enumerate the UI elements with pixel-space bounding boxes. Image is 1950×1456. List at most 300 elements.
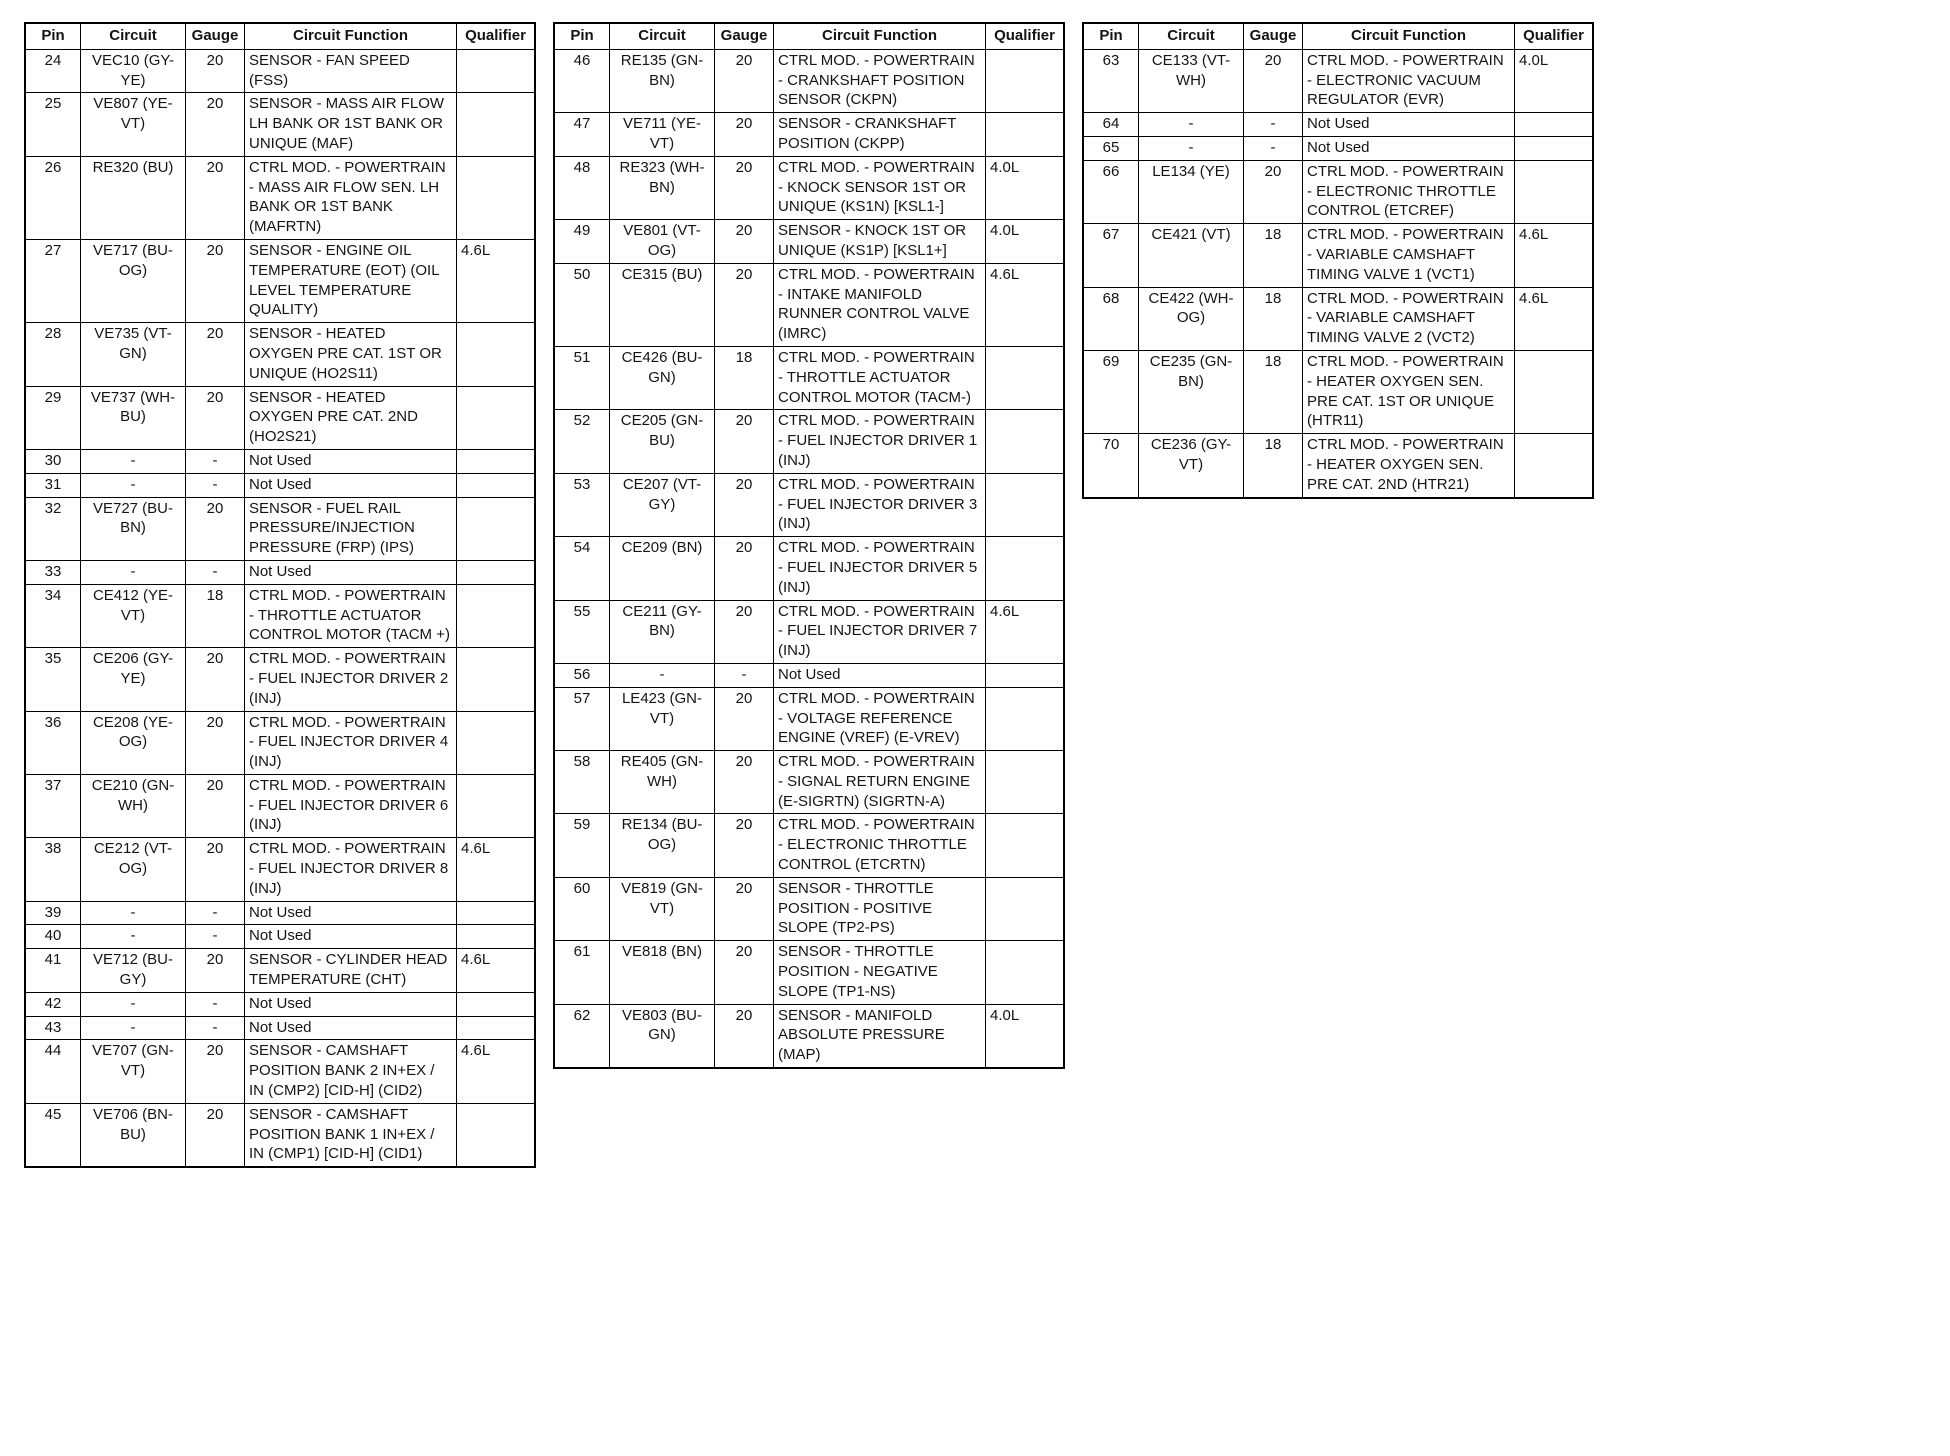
gauge-cell: 20	[715, 49, 774, 112]
pinout-table-pins-46-62	[553, 22, 1065, 1069]
qualifier-cell	[457, 386, 536, 449]
circuit-cell: CE212 (VT-OG)	[81, 838, 186, 901]
pin-cell: 57	[554, 687, 610, 750]
pin-cell: 51	[554, 346, 610, 409]
gauge-cell: -	[186, 449, 245, 473]
gauge-cell: -	[186, 1016, 245, 1040]
circuit-function-cell: CTRL MOD. - POWERTRAIN - ELECTRONIC VACUUM REGULATOR (EVR)	[1303, 49, 1515, 112]
pin-cell: 26	[25, 156, 81, 239]
pin-cell: 59	[554, 814, 610, 877]
pin-row-27	[25, 239, 535, 322]
circuit-function-cell: Not Used	[245, 925, 457, 949]
qualifier-cell	[1515, 350, 1594, 433]
pin-cell: 46	[554, 49, 610, 112]
circuit-cell: CE421 (VT)	[1139, 224, 1244, 287]
gauge-cell: 20	[715, 687, 774, 750]
pin-cell: 68	[1083, 287, 1139, 350]
qualifier-cell	[986, 751, 1065, 814]
gauge-cell: 20	[1244, 49, 1303, 112]
pin-row-50	[554, 263, 1064, 346]
qualifier-cell: 4.6L	[1515, 224, 1594, 287]
pin-cell: 32	[25, 497, 81, 560]
gauge-cell: 20	[186, 239, 245, 322]
pin-row-51	[554, 346, 1064, 409]
circuit-function-cell: SENSOR - FUEL RAIL PRESSURE/INJECTION PRESSURE (FRP) (IPS)	[245, 497, 457, 560]
circuit-function-cell: SENSOR - CAMSHAFT POSITION BANK 1 IN+EX / IN (CMP1) [CID-H] (CID1)	[245, 1103, 457, 1167]
circuit-cell: VE717 (BU-OG)	[81, 239, 186, 322]
qualifier-cell	[986, 663, 1065, 687]
circuit-function-cell: SENSOR - CYLINDER HEAD TEMPERATURE (CHT)	[245, 949, 457, 993]
gauge-cell: 20	[186, 711, 245, 774]
circuit-function-cell: Not Used	[245, 560, 457, 584]
circuit-function-cell: Not Used	[1303, 136, 1515, 160]
circuit-function-cell: CTRL MOD. - POWERTRAIN - HEATER OXYGEN SEN. PRE CAT. 1ST OR UNIQUE (HTR11)	[1303, 350, 1515, 433]
qualifier-cell	[457, 323, 536, 386]
circuit-cell: -	[81, 901, 186, 925]
pin-row-56	[554, 663, 1064, 687]
circuit-function-cell: CTRL MOD. - POWERTRAIN - KNOCK SENSOR 1ST OR UNIQUE (KS1N) [KSL1-]	[774, 156, 986, 219]
pin-row-48	[554, 156, 1064, 219]
pin-row-70	[1083, 434, 1593, 498]
pin-cell: 43	[25, 1016, 81, 1040]
pin-row-42	[25, 992, 535, 1016]
circuit-cell: -	[81, 1016, 186, 1040]
qualifier-cell: 4.6L	[457, 1040, 536, 1103]
qualifier-cell	[986, 346, 1065, 409]
circuit-function-cell: CTRL MOD. - POWERTRAIN - VARIABLE CAMSHAFT TIMING VALVE 2 (VCT2)	[1303, 287, 1515, 350]
gauge-cell: 20	[715, 220, 774, 264]
gauge-cell: -	[1244, 136, 1303, 160]
pin-row-45	[25, 1103, 535, 1167]
circuit-function-cell: CTRL MOD. - POWERTRAIN - FUEL INJECTOR DRIVER 5 (INJ)	[774, 537, 986, 600]
circuit-function-cell: SENSOR - HEATED OXYGEN PRE CAT. 1ST OR UNIQUE (HO2S11)	[245, 323, 457, 386]
circuit-cell: CE206 (GY-YE)	[81, 648, 186, 711]
circuit-function-cell: SENSOR - CRANKSHAFT POSITION (CKPP)	[774, 113, 986, 157]
pin-row-63	[1083, 49, 1593, 112]
pin-cell: 50	[554, 263, 610, 346]
circuit-cell: RE135 (GN-BN)	[610, 49, 715, 112]
qualifier-cell	[986, 877, 1065, 940]
circuit-function-cell: CTRL MOD. - POWERTRAIN - FUEL INJECTOR DRIVER 6 (INJ)	[245, 774, 457, 837]
circuit-cell: RE320 (BU)	[81, 156, 186, 239]
gauge-cell: -	[186, 901, 245, 925]
pin-row-28	[25, 323, 535, 386]
circuit-cell: VE735 (VT-GN)	[81, 323, 186, 386]
gauge-cell: 20	[715, 537, 774, 600]
pin-cell: 38	[25, 838, 81, 901]
circuit-cell: VE801 (VT-OG)	[610, 220, 715, 264]
column-header-circuit-function: Circuit Function	[245, 23, 457, 49]
gauge-cell: 20	[186, 648, 245, 711]
gauge-cell: 18	[1244, 287, 1303, 350]
gauge-cell: 20	[715, 1004, 774, 1068]
qualifier-cell	[457, 711, 536, 774]
column-header-gauge: Gauge	[1244, 23, 1303, 49]
circuit-cell: -	[81, 449, 186, 473]
gauge-cell: 18	[1244, 434, 1303, 498]
gauge-cell: 20	[186, 156, 245, 239]
pin-cell: 66	[1083, 160, 1139, 223]
qualifier-cell: 4.6L	[986, 263, 1065, 346]
pin-row-36	[25, 711, 535, 774]
pin-cell: 37	[25, 774, 81, 837]
qualifier-cell	[457, 49, 536, 93]
qualifier-cell	[457, 901, 536, 925]
column-header-gauge: Gauge	[186, 23, 245, 49]
column-header-circuit: Circuit	[1139, 23, 1244, 49]
circuit-function-cell: Not Used	[1303, 113, 1515, 137]
pin-row-46	[554, 49, 1064, 112]
circuit-cell: VE712 (BU-GY)	[81, 949, 186, 993]
pin-cell: 70	[1083, 434, 1139, 498]
gauge-cell: -	[186, 992, 245, 1016]
qualifier-cell: 4.6L	[457, 239, 536, 322]
pin-row-30	[25, 449, 535, 473]
qualifier-cell	[457, 584, 536, 647]
gauge-cell: 20	[715, 263, 774, 346]
circuit-cell: VE727 (BU-BN)	[81, 497, 186, 560]
pin-cell: 30	[25, 449, 81, 473]
gauge-cell: 20	[186, 1040, 245, 1103]
pin-row-37	[25, 774, 535, 837]
circuit-cell: -	[81, 473, 186, 497]
circuit-cell: VEC10 (GY-YE)	[81, 49, 186, 93]
gauge-cell: 18	[715, 346, 774, 409]
circuit-cell: -	[610, 663, 715, 687]
column-header-circuit-function: Circuit Function	[774, 23, 986, 49]
circuit-function-cell: CTRL MOD. - POWERTRAIN - FUEL INJECTOR DRIVER 3 (INJ)	[774, 473, 986, 536]
pin-cell: 61	[554, 941, 610, 1004]
circuit-function-cell: CTRL MOD. - POWERTRAIN - MASS AIR FLOW SEN. LH BANK OR 1ST BANK (MAFRTN)	[245, 156, 457, 239]
pin-row-35	[25, 648, 535, 711]
qualifier-cell: 4.6L	[986, 600, 1065, 663]
pin-cell: 33	[25, 560, 81, 584]
column-header-circuit-function: Circuit Function	[1303, 23, 1515, 49]
qualifier-cell	[986, 814, 1065, 877]
gauge-cell: 20	[715, 941, 774, 1004]
circuit-function-cell: CTRL MOD. - POWERTRAIN - FUEL INJECTOR DRIVER 1 (INJ)	[774, 410, 986, 473]
column-header-circuit: Circuit	[610, 23, 715, 49]
circuit-cell: -	[81, 560, 186, 584]
pin-row-44	[25, 1040, 535, 1103]
pin-cell: 39	[25, 901, 81, 925]
pin-row-64	[1083, 113, 1593, 137]
qualifier-cell: 4.6L	[1515, 287, 1594, 350]
circuit-cell: LE134 (YE)	[1139, 160, 1244, 223]
qualifier-cell	[457, 560, 536, 584]
pin-row-52	[554, 410, 1064, 473]
pin-row-31	[25, 473, 535, 497]
pin-row-67	[1083, 224, 1593, 287]
qualifier-cell	[986, 687, 1065, 750]
circuit-function-cell: CTRL MOD. - POWERTRAIN - SIGNAL RETURN ENGINE (E-SIGRTN) (SIGRTN-A)	[774, 751, 986, 814]
pin-row-29	[25, 386, 535, 449]
qualifier-cell	[457, 93, 536, 156]
pin-row-65	[1083, 136, 1593, 160]
pin-row-57	[554, 687, 1064, 750]
circuit-function-cell: CTRL MOD. - POWERTRAIN - FUEL INJECTOR DRIVER 7 (INJ)	[774, 600, 986, 663]
circuit-function-cell: SENSOR - ENGINE OIL TEMPERATURE (EOT) (OIL LEVEL TEMPERATURE QUALITY)	[245, 239, 457, 322]
gauge-cell: 20	[715, 877, 774, 940]
circuit-function-cell: Not Used	[245, 449, 457, 473]
pin-cell: 40	[25, 925, 81, 949]
qualifier-cell	[1515, 160, 1594, 223]
qualifier-cell: 4.0L	[1515, 49, 1594, 112]
qualifier-cell	[457, 497, 536, 560]
circuit-function-cell: SENSOR - KNOCK 1ST OR UNIQUE (KS1P) [KSL1+]	[774, 220, 986, 264]
qualifier-cell	[457, 1103, 536, 1167]
pin-cell: 42	[25, 992, 81, 1016]
circuit-cell: CE207 (VT-GY)	[610, 473, 715, 536]
gauge-cell: 20	[715, 410, 774, 473]
circuit-function-cell: SENSOR - MASS AIR FLOW LH BANK OR 1ST BANK OR UNIQUE (MAF)	[245, 93, 457, 156]
circuit-function-cell: Not Used	[245, 992, 457, 1016]
column-header-pin: Pin	[1083, 23, 1139, 49]
circuit-cell: RE323 (WH-BN)	[610, 156, 715, 219]
column-header-qualifier: Qualifier	[457, 23, 536, 49]
circuit-function-cell: CTRL MOD. - POWERTRAIN - FUEL INJECTOR DRIVER 4 (INJ)	[245, 711, 457, 774]
circuit-function-cell: SENSOR - THROTTLE POSITION - NEGATIVE SLOPE (TP1-NS)	[774, 941, 986, 1004]
pin-cell: 63	[1083, 49, 1139, 112]
circuit-cell: VE819 (GN-VT)	[610, 877, 715, 940]
gauge-cell: 20	[186, 1103, 245, 1167]
gauge-cell: 20	[186, 774, 245, 837]
qualifier-cell	[1515, 113, 1594, 137]
circuit-cell: RE405 (GN-WH)	[610, 751, 715, 814]
circuit-cell: RE134 (BU-OG)	[610, 814, 715, 877]
circuit-cell: VE737 (WH-BU)	[81, 386, 186, 449]
pin-cell: 53	[554, 473, 610, 536]
circuit-cell: VE803 (BU-GN)	[610, 1004, 715, 1068]
pin-cell: 28	[25, 323, 81, 386]
circuit-cell: VE711 (YE-VT)	[610, 113, 715, 157]
pin-cell: 31	[25, 473, 81, 497]
circuit-function-cell: CTRL MOD. - POWERTRAIN - FUEL INJECTOR DRIVER 2 (INJ)	[245, 648, 457, 711]
pin-cell: 24	[25, 49, 81, 93]
pin-cell: 67	[1083, 224, 1139, 287]
pin-row-55	[554, 600, 1064, 663]
gauge-cell: 18	[1244, 350, 1303, 433]
column-header-pin: Pin	[25, 23, 81, 49]
qualifier-cell: 4.0L	[986, 156, 1065, 219]
qualifier-cell	[1515, 136, 1594, 160]
circuit-function-cell: SENSOR - HEATED OXYGEN PRE CAT. 2ND (HO2S21)	[245, 386, 457, 449]
circuit-function-cell: SENSOR - CAMSHAFT POSITION BANK 2 IN+EX / IN (CMP2) [CID-H] (CID2)	[245, 1040, 457, 1103]
column-header-pin: Pin	[554, 23, 610, 49]
pin-row-40	[25, 925, 535, 949]
circuit-function-cell: CTRL MOD. - POWERTRAIN - INTAKE MANIFOLD RUNNER CONTROL VALVE (IMRC)	[774, 263, 986, 346]
circuit-function-cell: CTRL MOD. - POWERTRAIN - ELECTRONIC THROTTLE CONTROL (ETCRTN)	[774, 814, 986, 877]
gauge-cell: 20	[715, 113, 774, 157]
pin-row-25	[25, 93, 535, 156]
pin-row-58	[554, 751, 1064, 814]
circuit-cell: CE235 (GN-BN)	[1139, 350, 1244, 433]
gauge-cell: 20	[1244, 160, 1303, 223]
qualifier-cell	[457, 925, 536, 949]
pin-row-62	[554, 1004, 1064, 1068]
gauge-cell: 18	[186, 584, 245, 647]
pin-cell: 29	[25, 386, 81, 449]
gauge-cell: 20	[715, 814, 774, 877]
pin-cell: 44	[25, 1040, 81, 1103]
pin-row-33	[25, 560, 535, 584]
gauge-cell: 20	[186, 93, 245, 156]
pin-row-54	[554, 537, 1064, 600]
pin-cell: 54	[554, 537, 610, 600]
pin-row-69	[1083, 350, 1593, 433]
circuit-cell: VE807 (YE-VT)	[81, 93, 186, 156]
pinout-table-pins-63-70	[1082, 22, 1594, 499]
column-header-qualifier: Qualifier	[1515, 23, 1594, 49]
qualifier-cell	[1515, 434, 1594, 498]
pin-cell: 58	[554, 751, 610, 814]
circuit-function-cell: Not Used	[774, 663, 986, 687]
pin-row-32	[25, 497, 535, 560]
circuit-function-cell: CTRL MOD. - POWERTRAIN - VARIABLE CAMSHAFT TIMING VALVE 1 (VCT1)	[1303, 224, 1515, 287]
circuit-cell: CE315 (BU)	[610, 263, 715, 346]
qualifier-cell: 4.0L	[986, 1004, 1065, 1068]
circuit-cell: CE211 (GY-BN)	[610, 600, 715, 663]
column-header-qualifier: Qualifier	[986, 23, 1065, 49]
pin-cell: 41	[25, 949, 81, 993]
gauge-cell: -	[1244, 113, 1303, 137]
circuit-cell: CE209 (BN)	[610, 537, 715, 600]
gauge-cell: 18	[1244, 224, 1303, 287]
circuit-cell: -	[1139, 136, 1244, 160]
qualifier-cell	[457, 774, 536, 837]
qualifier-cell	[457, 992, 536, 1016]
circuit-cell: CE236 (GY-VT)	[1139, 434, 1244, 498]
gauge-cell: 20	[715, 473, 774, 536]
circuit-cell: CE208 (YE-OG)	[81, 711, 186, 774]
circuit-function-cell: Not Used	[245, 901, 457, 925]
pin-row-61	[554, 941, 1064, 1004]
gauge-cell: 20	[715, 751, 774, 814]
pin-cell: 64	[1083, 113, 1139, 137]
pin-row-47	[554, 113, 1064, 157]
qualifier-cell	[457, 648, 536, 711]
qualifier-cell	[986, 473, 1065, 536]
pin-cell: 27	[25, 239, 81, 322]
circuit-cell: CE210 (GN-WH)	[81, 774, 186, 837]
circuit-cell: -	[1139, 113, 1244, 137]
circuit-function-cell: SENSOR - THROTTLE POSITION - POSITIVE SLOPE (TP2-PS)	[774, 877, 986, 940]
circuit-cell: VE818 (BN)	[610, 941, 715, 1004]
pin-cell: 45	[25, 1103, 81, 1167]
pin-cell: 49	[554, 220, 610, 264]
pin-cell: 62	[554, 1004, 610, 1068]
circuit-cell: VE706 (BN-BU)	[81, 1103, 186, 1167]
qualifier-cell: 4.6L	[457, 949, 536, 993]
pin-row-43	[25, 1016, 535, 1040]
column-header-circuit: Circuit	[81, 23, 186, 49]
circuit-cell: CE205 (GN-BU)	[610, 410, 715, 473]
qualifier-cell	[986, 410, 1065, 473]
circuit-function-cell: SENSOR - MANIFOLD ABSOLUTE PRESSURE (MAP)	[774, 1004, 986, 1068]
circuit-cell: LE423 (GN-VT)	[610, 687, 715, 750]
pin-cell: 52	[554, 410, 610, 473]
qualifier-cell	[986, 537, 1065, 600]
circuit-cell: CE133 (VT-WH)	[1139, 49, 1244, 112]
pin-cell: 36	[25, 711, 81, 774]
circuit-cell: VE707 (GN-VT)	[81, 1040, 186, 1103]
qualifier-cell	[986, 49, 1065, 112]
circuit-cell: CE422 (WH-OG)	[1139, 287, 1244, 350]
pin-cell: 35	[25, 648, 81, 711]
circuit-function-cell: CTRL MOD. - POWERTRAIN - THROTTLE ACTUATOR CONTROL MOTOR (TACM-)	[774, 346, 986, 409]
circuit-cell: -	[81, 925, 186, 949]
circuit-function-cell: CTRL MOD. - POWERTRAIN - CRANKSHAFT POSITION SENSOR (CKPN)	[774, 49, 986, 112]
pin-row-66	[1083, 160, 1593, 223]
pin-cell: 56	[554, 663, 610, 687]
gauge-cell: 20	[715, 156, 774, 219]
circuit-function-cell: Not Used	[245, 473, 457, 497]
pin-cell: 55	[554, 600, 610, 663]
circuit-cell: CE412 (YE-VT)	[81, 584, 186, 647]
qualifier-cell: 4.6L	[457, 838, 536, 901]
circuit-function-cell: Not Used	[245, 1016, 457, 1040]
pin-row-68	[1083, 287, 1593, 350]
pin-cell: 47	[554, 113, 610, 157]
gauge-cell: 20	[186, 49, 245, 93]
gauge-cell: 20	[186, 323, 245, 386]
gauge-cell: -	[186, 560, 245, 584]
pin-row-59	[554, 814, 1064, 877]
pin-cell: 34	[25, 584, 81, 647]
circuit-cell: CE426 (BU-GN)	[610, 346, 715, 409]
circuit-function-cell: CTRL MOD. - POWERTRAIN - VOLTAGE REFERENCE ENGINE (VREF) (E-VREV)	[774, 687, 986, 750]
pin-row-26	[25, 156, 535, 239]
gauge-cell: 20	[186, 838, 245, 901]
pin-row-24	[25, 49, 535, 93]
gauge-cell: -	[186, 925, 245, 949]
pin-row-53	[554, 473, 1064, 536]
qualifier-cell	[457, 156, 536, 239]
gauge-cell: 20	[715, 600, 774, 663]
header-row	[25, 23, 535, 49]
gauge-cell: 20	[186, 497, 245, 560]
pinout-table-pins-24-45	[24, 22, 536, 1168]
gauge-cell: 20	[186, 949, 245, 993]
qualifier-cell	[457, 473, 536, 497]
pin-row-60	[554, 877, 1064, 940]
pin-cell: 48	[554, 156, 610, 219]
pin-row-39	[25, 901, 535, 925]
pin-row-41	[25, 949, 535, 993]
circuit-function-cell: CTRL MOD. - POWERTRAIN - ELECTRONIC THROTTLE CONTROL (ETCREF)	[1303, 160, 1515, 223]
header-row	[1083, 23, 1593, 49]
circuit-function-cell: CTRL MOD. - POWERTRAIN - FUEL INJECTOR DRIVER 8 (INJ)	[245, 838, 457, 901]
column-header-gauge: Gauge	[715, 23, 774, 49]
qualifier-cell	[986, 941, 1065, 1004]
pin-row-34	[25, 584, 535, 647]
pin-cell: 69	[1083, 350, 1139, 433]
pin-cell: 65	[1083, 136, 1139, 160]
circuit-function-cell: SENSOR - FAN SPEED (FSS)	[245, 49, 457, 93]
header-row	[554, 23, 1064, 49]
qualifier-cell	[457, 449, 536, 473]
qualifier-cell: 4.0L	[986, 220, 1065, 264]
qualifier-cell	[986, 113, 1065, 157]
pin-row-38	[25, 838, 535, 901]
gauge-cell: 20	[186, 386, 245, 449]
gauge-cell: -	[715, 663, 774, 687]
circuit-function-cell: CTRL MOD. - POWERTRAIN - HEATER OXYGEN SEN. PRE CAT. 2ND (HTR21)	[1303, 434, 1515, 498]
pin-cell: 60	[554, 877, 610, 940]
pin-cell: 25	[25, 93, 81, 156]
circuit-function-cell: CTRL MOD. - POWERTRAIN - THROTTLE ACTUATOR CONTROL MOTOR (TACM +)	[245, 584, 457, 647]
pin-row-49	[554, 220, 1064, 264]
